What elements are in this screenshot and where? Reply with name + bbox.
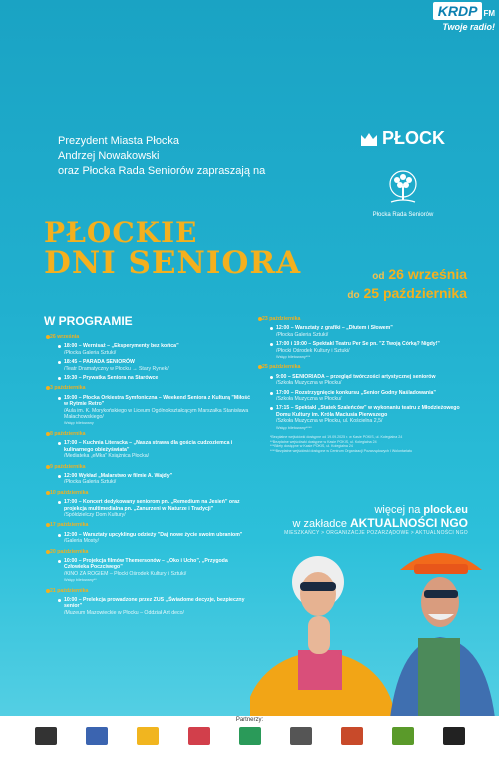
program-right-column bbox=[262, 312, 470, 453]
program-event bbox=[58, 359, 250, 372]
intro-line: Andrzej Nowakowski bbox=[58, 150, 160, 162]
partner-logos bbox=[0, 723, 499, 745]
partner-logo[interactable] bbox=[188, 727, 210, 745]
partner-logo[interactable] bbox=[86, 727, 108, 745]
title-line-2: DNI SENIORA bbox=[44, 245, 302, 281]
event-title: 12:00 – Warsztaty z grafiki – „Dłutem i Słowem” bbox=[276, 325, 393, 332]
event-title: 10:00 – Projekcja filmów Themersonów – „Oko i Ucho”, „Przygoda Człowieka Poczciwego” bbox=[64, 557, 228, 571]
event-note: Wstęp biletowany*** bbox=[276, 355, 311, 360]
partner-logo[interactable] bbox=[35, 727, 57, 745]
more-info-line-2 bbox=[278, 516, 468, 530]
event-place: /Płocka Galeria Sztuki/ bbox=[276, 331, 329, 338]
program-event bbox=[58, 440, 250, 459]
title-line-1: PŁOCKIE bbox=[44, 216, 198, 249]
event-title: 9:00 – SENIORIADA – przegląd twórczości artystycznej seniorów bbox=[276, 373, 436, 380]
date-from-prefix: od bbox=[372, 271, 385, 282]
more-info[interactable] bbox=[278, 504, 468, 536]
event-title: 17:00 – Rozstrzygnięcie konkursu „Senior Godny Naśladowania” bbox=[276, 389, 436, 396]
event-place: /Galeria Mosty/ bbox=[64, 538, 99, 545]
date-to-prefix: do bbox=[347, 290, 360, 301]
program-day-heading: 23 października bbox=[262, 316, 470, 322]
footnote: ***Bilety dostępne w Kasie POKIS, ul. Kolegialna 24 bbox=[270, 444, 353, 449]
event-title: 10:00 – Prelekcja prowadzone przez ZUS „Świadome decyzje, bezpieczny senior” bbox=[64, 597, 245, 610]
program-day-heading: 25 października bbox=[262, 364, 470, 370]
event-title: 17:15 – Spektakl „Statek Szaleńców” w wykonaniu teatru z Młodzieżowego Domu Kultury im. Króla Maciusia Pierwszego bbox=[276, 405, 460, 418]
event-place: /Szkoła Muzyczna w Płocku/ bbox=[276, 396, 342, 403]
event-dates bbox=[347, 266, 467, 304]
crown-icon bbox=[360, 131, 378, 147]
program-day-heading: 9 października bbox=[50, 464, 250, 470]
intro-line: Prezydent Miasta Płocka bbox=[58, 135, 180, 147]
program-event bbox=[58, 343, 250, 356]
partner-logo[interactable] bbox=[392, 727, 414, 745]
program-day-heading: 26 września bbox=[50, 334, 250, 340]
ngo-news-link[interactable]: AKTUALNOŚCI NGO bbox=[350, 516, 468, 530]
footnote: ****Bezpłatne wejściówki dostępne w Centrum Organizacji Pozarządowych i Wolontariatu bbox=[270, 448, 412, 453]
program-event bbox=[58, 375, 250, 381]
radio-logo[interactable] bbox=[433, 2, 495, 32]
intro-text bbox=[58, 134, 265, 179]
program-day-heading: 8 października bbox=[50, 431, 250, 437]
event-place: /Spółdzielczy Dom Kultury/ bbox=[64, 511, 126, 518]
more-info-breadcrumb: MIESZKAŃCY > ORGANIZACJE POZARZĄDOWE > AKTUALNOŚCI NGO bbox=[284, 530, 468, 536]
council-logo-text: Płocka Rada Seniorów bbox=[372, 212, 434, 218]
more-info-prefix: więcej na bbox=[374, 504, 421, 516]
seniors-photo bbox=[250, 542, 499, 718]
event-place: /Płocka Galeria Sztuki/ bbox=[64, 349, 117, 356]
partner-logo[interactable] bbox=[341, 727, 363, 745]
event-note: Wstęp biletowany**** bbox=[276, 425, 312, 430]
program-event bbox=[58, 499, 250, 518]
program-event bbox=[58, 395, 250, 427]
intro-line: oraz Płocka Rada Seniorów zapraszają na bbox=[58, 165, 266, 177]
website-link[interactable]: plock.eu bbox=[423, 504, 468, 516]
radio-logo-mark: KRDP bbox=[433, 2, 483, 20]
event-place: /Aula im. K. Morykońskiego w Liceum Ogólnokształcącym Marszałka Stanisława Małachowskiego/ bbox=[64, 407, 249, 421]
date-from-value: 26 września bbox=[388, 266, 467, 282]
footnotes bbox=[270, 435, 470, 453]
event-title bbox=[44, 216, 302, 281]
program-event bbox=[270, 374, 470, 387]
event-note: Wstęp biletowany** bbox=[64, 578, 97, 583]
partner-logo[interactable] bbox=[290, 727, 312, 745]
program-heading: W PROGRAMIE bbox=[44, 314, 133, 328]
partners-heading: Partnerzy: bbox=[235, 717, 264, 723]
program-event bbox=[58, 473, 250, 486]
event-title: 18:00 – Wernisaż – „Eksperymenty bez końca” bbox=[64, 343, 179, 350]
event-title: 19:30 – Prywatka Seniora na Starówce bbox=[64, 375, 159, 382]
program-event bbox=[58, 558, 250, 584]
event-title: 17:00 – Koncert dedykowany seniorom pn. „Remedium na Jesień” oraz projekcja multimedialna pn. „Zanurzeni w Naturze i Tradycji” bbox=[64, 499, 240, 512]
event-place: /Płocki Ośrodek Kultury i Sztuki/ bbox=[276, 347, 350, 354]
event-place: /Mediateka „eMka” Książnica Płocka/ bbox=[64, 453, 150, 460]
event-title: 19:00 – Płocka Orkiestra Symfoniczna – Weekend Seniora z Kulturą "Miłość w Rytmie Retro" bbox=[64, 394, 251, 408]
program-day-heading: 10 października bbox=[50, 490, 250, 496]
council-logo bbox=[368, 168, 438, 218]
event-place: /KINO ZA ROGIEM – Płocki Ośrodek Kultury i Sztuki/ bbox=[64, 570, 187, 577]
partner-logo[interactable] bbox=[443, 727, 465, 745]
event-place: /Płocka Galeria Sztuki/ bbox=[64, 479, 117, 486]
program-day-heading: 20 października bbox=[50, 549, 250, 555]
program-event bbox=[270, 325, 470, 338]
event-title: 12:00 – Warsztaty upcyklingu odzieży "Daj nowe życie swoim ubraniom" bbox=[64, 531, 243, 538]
program-event bbox=[270, 390, 470, 403]
date-from bbox=[347, 266, 467, 285]
radio-fm-label: FM bbox=[483, 9, 495, 18]
program-day-heading: 17 października bbox=[50, 522, 250, 528]
event-place: /Muzeum Mazowieckie w Płocku – Oddział Art deco/ bbox=[64, 609, 184, 616]
program-event bbox=[58, 532, 250, 545]
event-place: /Teatr Dramatyczny w Płocku → Stary Rynek/ bbox=[64, 365, 169, 372]
more-info-line-1 bbox=[278, 504, 468, 516]
partners-bar bbox=[0, 716, 499, 768]
program-day-heading: 21 października bbox=[50, 588, 250, 594]
event-place: /Szkoła Muzyczna w Płocku/ bbox=[276, 380, 342, 387]
program-event bbox=[58, 597, 250, 616]
event-title: 18:45 – PARADA SENIORÓW bbox=[64, 359, 135, 366]
event-title: 17:00 – Kuchnia Literacka – „Nasza strawa dla gościa cudzoziemca i kulinarnego obieżyświata” bbox=[64, 440, 233, 453]
footnote: *Bezpłatne wejściówki dostępne od 19.09.2025 r. w Kasie POKIS, ul. Kolegialna 24 bbox=[270, 435, 403, 440]
event-note: Wstęp biletowany bbox=[64, 421, 94, 426]
date-to bbox=[347, 285, 467, 304]
event-place: /Szkoła Muzyczna w Płocku, ul. Kościelna 2,5/ bbox=[276, 418, 383, 425]
program-event bbox=[270, 405, 470, 431]
program-left-column bbox=[50, 330, 251, 619]
tree-icon bbox=[383, 168, 423, 208]
program-event bbox=[270, 341, 470, 360]
city-logo-text: PŁOCK bbox=[382, 128, 445, 148]
event-title: 12:00 Wykład „Malarstwo w filmie A. Wajdy” bbox=[64, 472, 173, 479]
partner-logo[interactable] bbox=[239, 727, 261, 745]
more-info-section-prefix: w zakładce bbox=[292, 518, 347, 530]
city-logo bbox=[360, 128, 445, 149]
footnote: **Bezpłatne wejściówki dostępne w Kasie POKIS, ul. Kolegialna 24 bbox=[270, 439, 377, 444]
program-day-heading: 3 października bbox=[50, 385, 250, 391]
radio-tagline: Twoje radio! bbox=[442, 22, 495, 32]
date-to-value: 25 października bbox=[363, 285, 467, 301]
partner-logo[interactable] bbox=[137, 727, 159, 745]
event-title: 17:00 i 19:00 – Spektakl Teatru Per Se pn. "Z Twoją Córką? Nigdy!" bbox=[276, 341, 440, 348]
